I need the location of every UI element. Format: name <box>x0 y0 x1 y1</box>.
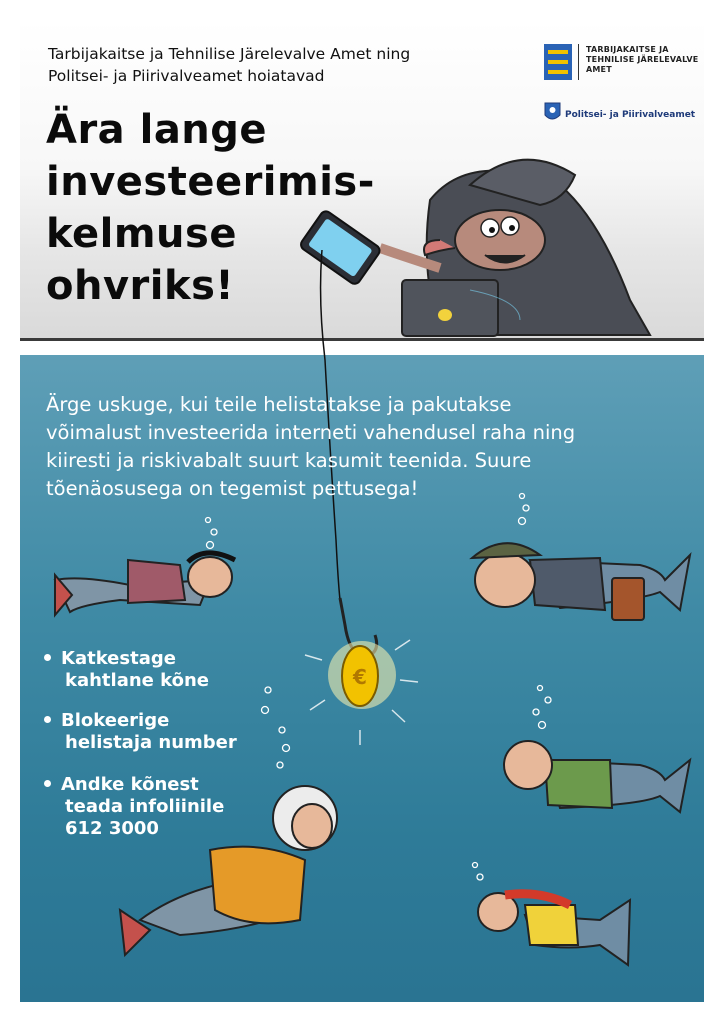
headline-line3: kelmuse <box>46 211 237 257</box>
fish-person-left <box>55 553 235 615</box>
bullet-dot-icon <box>44 654 51 661</box>
bullet-3-line2: teada infoliinile <box>65 796 225 817</box>
ttja-line3: AMET <box>586 65 612 74</box>
fish-person-glasses <box>504 741 690 812</box>
smartphone-icon <box>299 209 382 286</box>
bullet-2-line2: helistaja number <box>65 732 237 753</box>
header-intro-line1: Tarbijakaitse ja Tehnilise Järelevalve Amet ning <box>48 45 411 63</box>
ttja-logo-text <box>586 45 698 75</box>
header-intro-line2: Politsei- ja Piirivalveamet hoiatavad <box>48 67 325 85</box>
headline-line4: ohvriks! <box>46 263 235 309</box>
bullet-2-line1: Blokeerige <box>61 710 170 731</box>
fish-person-right-hat <box>472 543 690 620</box>
ttja-crest-icon <box>544 44 572 80</box>
body-text-line1: Ärge uskuge, kui teile helistatakse ja pakutakse <box>46 393 512 416</box>
bullet-1-line2: kahtlane kõne <box>65 670 210 691</box>
body-text-line4: tõenäosusega on tegemist pettusega! <box>46 477 419 500</box>
bullet-3-line1: Andke kõnest <box>61 774 199 795</box>
coin-symbol: € <box>353 665 367 689</box>
ppa-logo-text: Politsei- ja Piirivalveamet <box>565 110 696 120</box>
headline-line2: investeerimis- <box>46 159 375 205</box>
fish-person-redhead <box>478 893 630 965</box>
body-text-line3: kiiresti ja riskivabalt suurt kasumit teenida. Suure <box>46 449 532 472</box>
bullet-dot-icon <box>44 780 51 787</box>
body-text-line2: võimalust investeerida interneti vahendusel raha ning <box>46 421 576 444</box>
headline-line1: Ära lange <box>46 107 268 153</box>
infoline-phone-number: 612 3000 <box>65 818 159 839</box>
logo-divider <box>578 44 579 80</box>
ppa-shield-icon <box>545 103 560 119</box>
advice-bullet-1 <box>44 648 209 692</box>
euro-coin-icon <box>328 641 396 709</box>
advice-bullet-2 <box>44 710 237 754</box>
ttja-line1: TARBIJAKAITSE JA <box>586 45 669 54</box>
advice-bullet-3 <box>44 774 224 840</box>
bullet-dot-icon <box>44 716 51 723</box>
ttja-line2: TEHNILISE JÄRELEVALVE <box>586 55 699 64</box>
bullet-1-line1: Katkestage <box>61 648 176 669</box>
